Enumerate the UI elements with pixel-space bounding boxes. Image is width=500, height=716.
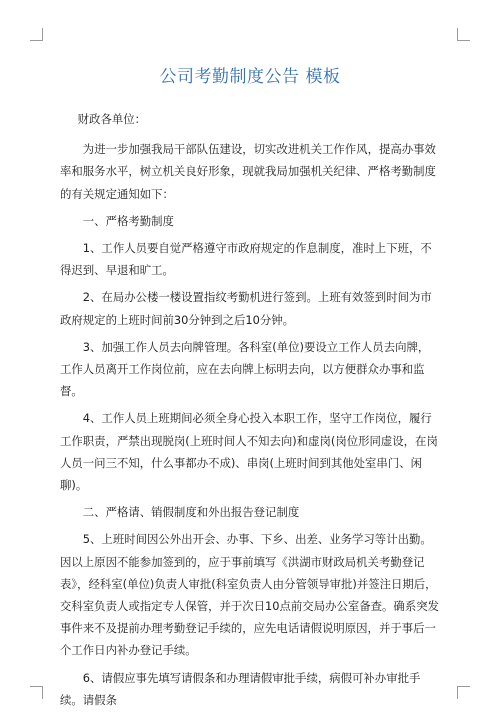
paragraph-item-5: 5、上班时间因公外出开会、办事、下乡、出差、业务学习等计出勤。因以上原因不能参加签到的，应于事前填写《洪湖市财政局机关考勤登记表》，经科室(单位)负责人审批(科室负责人由分管领导审批)并签注日期后，交科室负责人或指定专人保管，并于次日10点前交局办公室备查。确系突发事件来不及提前办理考勤登记手续的，应先电话请假说明原因，并于事后一个工作日内补办登记手续。 [60,532,439,658]
paragraph-item-1: 1、工作人员要自觉严格遵守市政府规定的作息制度，准时上下班，不得迟到、早退和旷工。 [60,241,432,278]
paragraph-item-3: 3、加强工作人员去向牌管理。各科室(单位)要设立工作人员去向牌，工作人员离开工作岗位前，应在去向牌上标明去向，以方便群众办事和监督。 [60,339,430,399]
page-corner-mark-top-right [457,28,470,41]
section-heading-2: 二、严格请、销假制度和外出报告登记制度 [82,505,300,520]
paragraph-intro: 为进一步加强我局干部队伍建设，切实改进机关工作作风，提高办事效率和服务水平，树立机关良好形象，现就我局加强机关纪律、严格考勤制度的有关规定通知如下： [60,142,436,201]
document-body [60,108,440,716]
paragraph-item-4: 4、工作人员上班期间必须全身心投入本职工作，坚守工作岗位，履行工作职责，严禁出现脱岗(上班时间人不知去向)和虚岗(岗位形同虚设，在岗人员一问三不知，什么事都办不成)、串岗(上班时间到其他处室串门、闲聊)。 [60,411,438,493]
page-corner-mark-bottom-left [30,686,43,699]
page-corner-mark-top-left [30,28,43,41]
section-heading-1: 一、严格考勤制度 [82,213,174,228]
salutation: 财政各单位： [77,112,147,126]
paragraph-item-6: 6、请假应事先填写请假条和办理请假审批手续，病假可补办审批手续。请假条 [60,670,421,707]
page-corner-mark-bottom-right [457,686,470,699]
paragraph-item-2: 2、在局办公楼一楼设置指纹考勤机进行签到。上班有效签到时间为市政府规定的上班时间前30分钟到之后10分钟。 [60,290,432,327]
document-title: 公司考勤制度公告 模板 [159,67,341,87]
